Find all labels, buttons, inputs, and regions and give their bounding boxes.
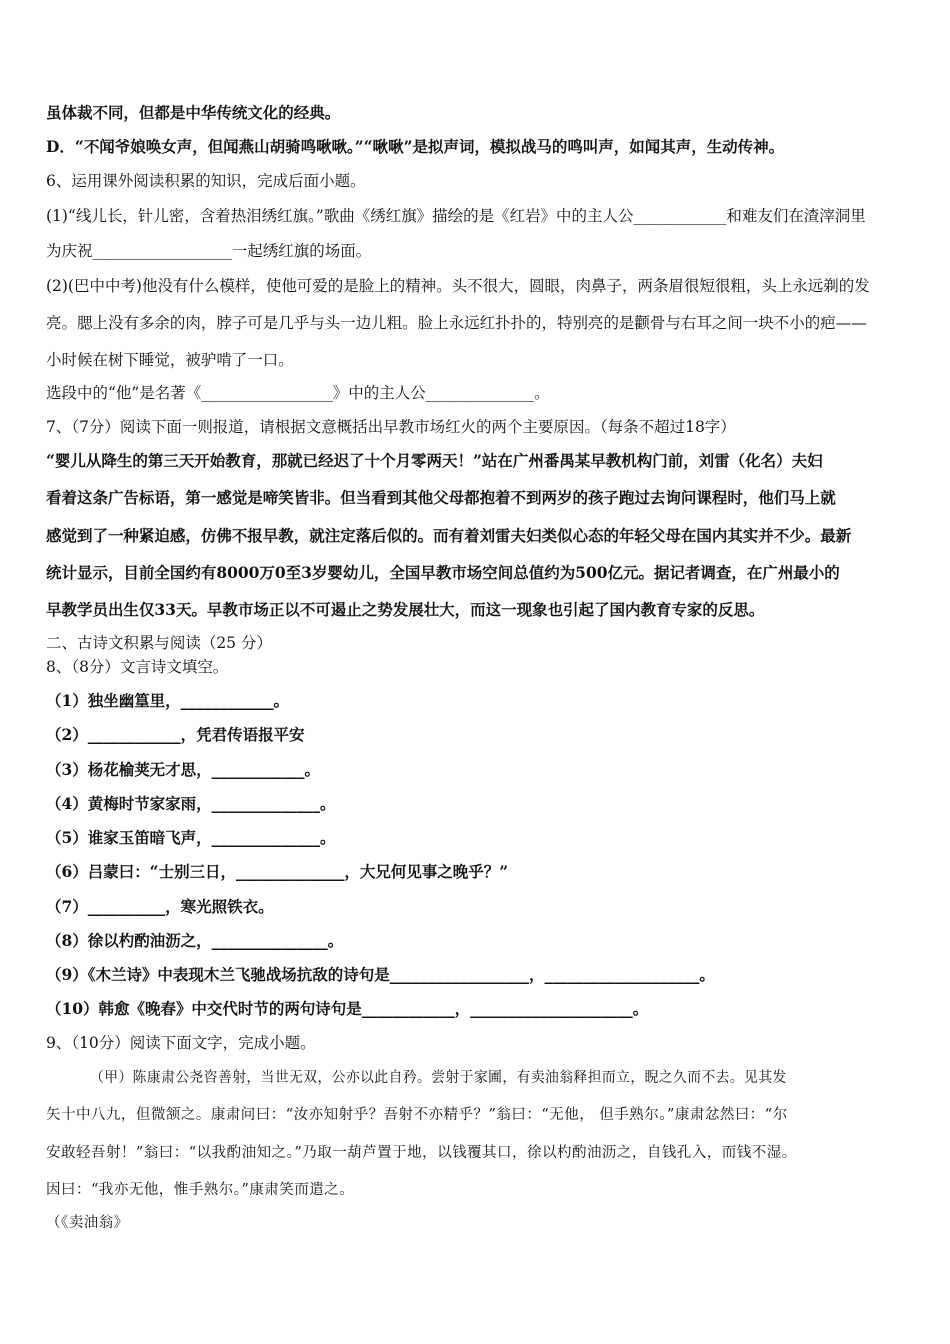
question-6-1-line-2: 为庆祝__________________一起绣红旗的场面。	[46, 242, 372, 260]
question-8-item-4: （4）黄梅时节家家雨，______________。	[46, 794, 336, 813]
question-8-item-8: （8）徐以杓酌油沥之，_______________。	[46, 931, 344, 950]
question-8-item-3: （3）杨花榆荚无才思，____________。	[46, 760, 321, 779]
classical-text-line-2: 矢十中八九，但微颔之。康肃问曰：“汝亦知射乎？吾射不亦精乎？”翁曰：“无他， 但手熟尔。”康肃忿然曰：“尔	[46, 1107, 788, 1123]
question-8-title: 8、（8分）文言诗文填空。	[46, 658, 229, 676]
text-line-option-c-end: 虽体裁不同，但都是中华传统文化的经典。	[46, 103, 341, 122]
report-line-1: “婴儿从降生的第三天开始教育，那就已经迟了十个月零两天！”站在广州番禺某早教机构门前，刘雷（化名）夫妇	[46, 451, 823, 470]
question-8-item-1: （1）独坐幽篁里，____________。	[46, 691, 290, 710]
question-6-title: 6、运用课外阅读积累的知识，完成后面小题。	[46, 172, 366, 190]
report-line-4: 统计显示，目前全国约有8000万0至3岁婴幼儿，全国早教市场空间总值约为500亿元。据记者调查，在广州最小的	[46, 563, 840, 582]
question-6-2-line-1: (2)(巴中中考)他没有什么模样，使他可爱的是脸上的精神。头不很大，圆眼，肉鼻子，两条眉很短很粗，头上永远剃的发	[46, 277, 870, 295]
question-8-item-7: （7）__________，寒光照铁衣。	[46, 897, 274, 916]
report-line-5: 早教学员出生仅33天。早教市场正以不可遏止之势发展壮大，而这一现象也引起了国内教育专家的反思。	[46, 600, 765, 619]
classical-text-line-4: 因曰：“我亦无他，惟手熟尔。”康肃笑而遣之。	[46, 1182, 355, 1198]
question-6-1-line-1: (1)“线儿长，针儿密，含着热泪绣红旗。”歌曲《绣红旗》描绘的是《红岩》中的主人公____________和难友们在渣滓洞里	[46, 207, 866, 225]
section-2-heading: 二、古诗文积累与阅读（25 分）	[46, 634, 272, 652]
report-line-2: 看着这条广告标语，第一感觉是啼笑皆非。但当看到其他父母都抱着不到两岁的孩子跑过去询问课程时，他们马上就	[46, 488, 836, 507]
question-6-2-line-3: 小时候在树下睡觉，被驴啃了一口。	[46, 351, 294, 369]
question-8-item-9: （9）《木兰诗》中表现木兰飞驰战场抗敌的诗句是__________________，____________________。	[46, 965, 715, 984]
classical-text-source: （《卖油翁》	[46, 1215, 129, 1231]
text-line-option-d: D．“不闻爷娘唤女声，但闻燕山胡骑鸣啾啾。”“啾啾”是拟声词，模拟战马的鸣叫声，如闻其声，生动传神。	[46, 137, 785, 156]
question-9-title: 9、（10分）阅读下面文字，完成小题。	[46, 1034, 316, 1052]
question-8-item-6: （6）吕蒙曰：“士别三日，______________，大兄何见事之晚乎？”	[46, 862, 509, 881]
question-7-title: 7、（7分）阅读下面一则报道，请根据文意概括出早教市场红火的两个主要原因。（每条不超过18字）	[46, 418, 736, 436]
classical-text-line-1: （甲）陈康肃公尧咨善射，当世无双，公亦以此自矜。尝射于家圃，有卖油翁释担而立，睨之久而不去。见其发	[90, 1070, 787, 1086]
question-8-item-2: （2）____________，凭君传语报平安	[46, 725, 305, 744]
question-8-item-5: （5）谁家玉笛暗飞声，______________。	[46, 828, 336, 847]
classical-text-line-3: 安敢轻吾射！”翁曰：“以我酌油知之。”乃取一葫芦置于地，以钱覆其口，徐以杓酌油沥之，自钱孔入，而钱不湿。	[46, 1145, 797, 1161]
report-line-3: 感觉到了一种紧迫感，仿佛不报早教，就注定落后似的。而有着刘雷夫妇类似心态的年轻父母在国内其实并不少。最新	[46, 526, 852, 545]
question-6-2-line-2: 亮。腮上没有多余的肉，脖子可是几乎与头一边儿粗。脸上永远红扑扑的，特别亮的是颧骨与右耳之间一块不小的疤——	[46, 314, 867, 332]
question-8-item-10: （10）韩愈《晚春》中交代时节的两句诗句是____________，_____________________。	[46, 999, 649, 1018]
question-6-2-prompt: 选段中的“他”是名著《_________________》中的主人公______________。	[46, 384, 550, 402]
